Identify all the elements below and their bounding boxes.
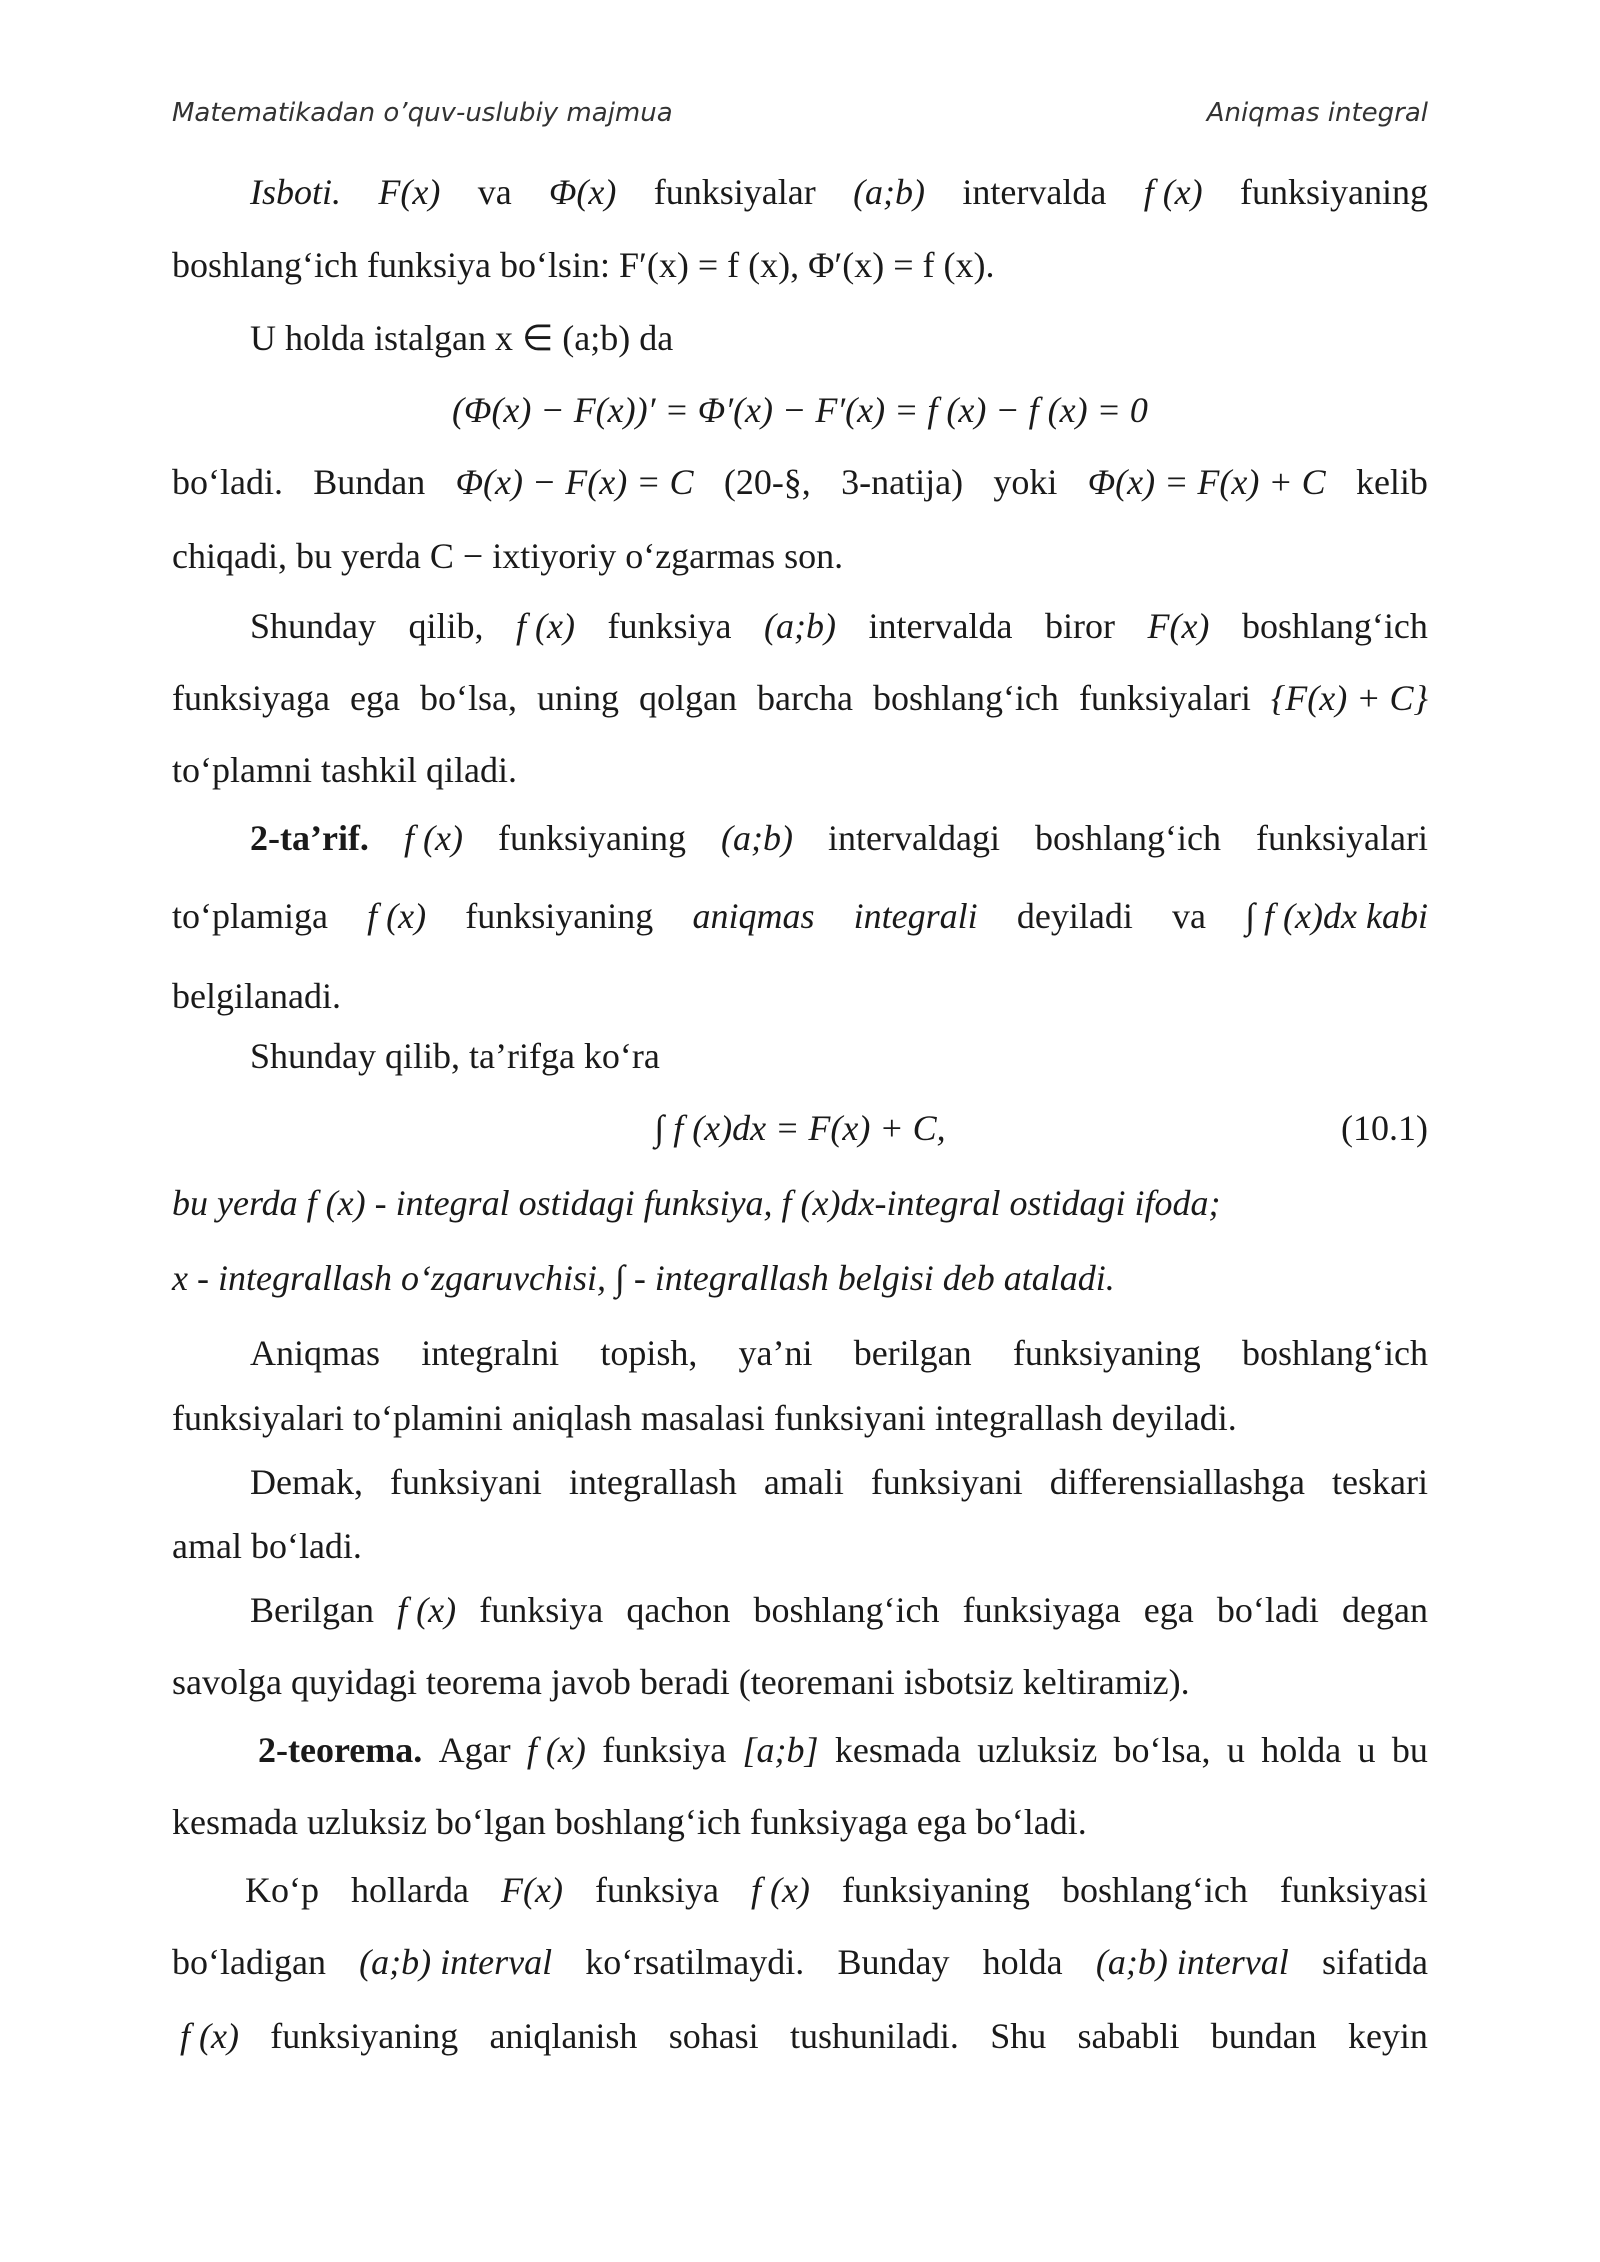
word: funksiyani	[870, 1462, 1023, 1502]
math: (a;b) interval	[359, 1942, 553, 1982]
paragraph-line: to‘plamni tashkil qiladi.	[172, 750, 517, 790]
math: Φ(x) − F(x) = C	[455, 462, 694, 502]
word: funksiya	[607, 606, 732, 646]
word: bo‘lsa,	[1113, 1730, 1211, 1770]
word: funksiyalari	[1078, 678, 1251, 718]
math: [a;b]	[742, 1730, 819, 1770]
word: Aniqmas	[250, 1333, 380, 1373]
word: uzluksiz	[977, 1730, 1098, 1770]
word: uning	[536, 678, 619, 718]
paragraph-line: kesmada uzluksiz bo‘lgan boshlang‘ich funksiyaga ega bo‘ladi.	[172, 1802, 1087, 1842]
header-right: Aniqmas integral	[1206, 98, 1428, 128]
word: 3-natija)	[841, 462, 964, 502]
math: (a;b)	[764, 606, 836, 646]
word: funksiyalari	[1256, 818, 1428, 858]
paragraph-line	[172, 896, 1428, 936]
theorem-label: 2-teorema.	[258, 1730, 423, 1770]
paragraph-line: amal bo‘ladi.	[172, 1526, 362, 1566]
word: boshlang‘ich	[753, 1590, 940, 1630]
math: Φ(x)	[549, 172, 617, 212]
paragraph-line: savolga quyidagi teorema javob beradi (teoremani isbotsiz keltiramiz).	[172, 1662, 1190, 1702]
word: kelib	[1355, 462, 1428, 502]
word: bo‘ladi	[1216, 1590, 1319, 1630]
math: f (x)	[367, 896, 427, 936]
word: amali	[763, 1462, 844, 1502]
paragraph-line: boshlang‘ich funksiya bo‘lsin: F′(x) = f (x), Φ′(x) = f (x).	[172, 245, 995, 285]
term: aniqmas	[692, 896, 815, 936]
word: berilgan	[853, 1333, 972, 1373]
word: ega	[1143, 1590, 1194, 1630]
math: (a;b)	[721, 818, 793, 858]
word: Shunday	[250, 606, 376, 646]
word: differensiallashga	[1049, 1462, 1306, 1502]
word: Bunday	[837, 1942, 950, 1982]
word: ya’ni	[738, 1333, 813, 1373]
word: boshlang‘ich	[872, 678, 1059, 718]
word: Shu	[990, 2016, 1047, 2056]
word: funksiyaning	[498, 818, 686, 858]
word: ega	[349, 678, 400, 718]
word: va	[1172, 896, 1206, 936]
word: u	[1357, 1730, 1376, 1770]
math: f (x)	[526, 1730, 586, 1770]
paragraph-line	[250, 606, 1428, 646]
paragraph-line	[250, 1462, 1428, 1502]
word: funksiya	[594, 1870, 719, 1910]
word: Isboti.	[250, 172, 342, 212]
math: f (x)	[516, 606, 576, 646]
paragraph-line	[250, 1590, 1428, 1630]
formula: ∫ f (x)dx = F(x) + C,	[654, 1108, 946, 1148]
word: qolgan	[639, 678, 737, 718]
header-left: Matematikadan o’quv-uslubiy majmua	[172, 98, 673, 128]
display-formula: (Φ(x) − F(x))′ = Φ′(x) − F′(x) = f (x) − f (x) = 0	[452, 390, 1148, 430]
math: (a;b)	[853, 172, 926, 212]
word: hollarda	[351, 1870, 469, 1910]
math: F(x)	[500, 1870, 563, 1910]
word: teskari	[1332, 1462, 1428, 1502]
word: tushuniladi.	[789, 2016, 959, 2056]
paragraph-line	[172, 462, 1428, 502]
term: integrali	[853, 896, 978, 936]
word: keyin	[1347, 2016, 1428, 2056]
word: yoki	[993, 462, 1058, 502]
word: intervalda	[868, 606, 1013, 646]
word: boshlang‘ich	[1241, 606, 1428, 646]
page-header	[172, 98, 1428, 138]
paragraph-line	[245, 1870, 1428, 1910]
word: u	[1226, 1730, 1245, 1770]
word: sohasi	[668, 2016, 759, 2056]
word: deyiladi	[1016, 896, 1133, 936]
paragraph-line	[172, 678, 1428, 718]
word: bo‘ladi.	[172, 462, 283, 502]
word: holda	[1261, 1730, 1342, 1770]
word: intervaldagi	[828, 818, 1000, 858]
word: funksiya	[479, 1590, 604, 1630]
word: sababli	[1077, 2016, 1180, 2056]
word: (20-§,	[723, 462, 811, 502]
word: sifatida	[1321, 1942, 1428, 1982]
word: to‘plamiga	[172, 896, 328, 936]
word: funksiyaning	[465, 896, 654, 936]
word: funksiyaning	[1012, 1333, 1201, 1373]
paragraph-line	[250, 818, 1428, 858]
word: bu	[1391, 1730, 1428, 1770]
paragraph-line	[250, 172, 1428, 212]
word: kesmada	[834, 1730, 961, 1770]
paragraph-line: funksiyalari to‘plamini aniqlash masalasi funksiyani integrallash deyiladi.	[172, 1398, 1237, 1438]
paragraph-line	[250, 1333, 1428, 1373]
paragraph-line: chiqadi, bu yerda C − ixtiyoriy o‘zgarmas son.	[172, 536, 844, 576]
word: holda	[982, 1942, 1063, 1982]
word: boshlang‘ich	[1242, 1333, 1428, 1373]
word: va	[477, 172, 512, 212]
equation-number: (10.1)	[1341, 1108, 1428, 1148]
word: ko‘rsatilmaydi.	[585, 1942, 805, 1982]
word: barcha	[757, 678, 853, 718]
definition-label: 2-ta’rif.	[250, 818, 369, 858]
word: funksiyaning	[1240, 172, 1428, 212]
math: F(x)	[1147, 606, 1210, 646]
word: funksiyaga	[172, 678, 330, 718]
word: funksiyaning	[270, 2016, 459, 2056]
word: integrallash	[568, 1462, 737, 1502]
word: degan	[1342, 1590, 1428, 1630]
word: intervalda	[962, 172, 1107, 212]
math: (a;b) interval	[1095, 1942, 1289, 1982]
paragraph-line: Shunday qilib, ta’rifga ko‘ra	[250, 1036, 660, 1076]
word: funksiyasi	[1279, 1870, 1428, 1910]
word: funksiya	[602, 1730, 727, 1770]
paragraph-line: belgilanadi.	[172, 976, 341, 1016]
math: F(x)	[378, 172, 441, 212]
word: qachon	[626, 1590, 731, 1630]
word: bo‘ladigan	[172, 1942, 326, 1982]
word: funksiyaning	[841, 1870, 1030, 1910]
word: Ko‘p	[245, 1870, 319, 1910]
math: f (x)	[750, 1870, 810, 1910]
math: f (x)	[180, 2016, 239, 2056]
math: f (x)	[1143, 172, 1203, 212]
word: Bundan	[313, 462, 426, 502]
paragraph-line	[258, 1730, 1428, 1770]
word: bo‘lsa,	[419, 678, 517, 718]
math: {F(x) + C}	[1270, 678, 1428, 718]
word: funksiyani	[389, 1462, 542, 1502]
word: Agar	[438, 1730, 511, 1770]
word: aniqlanish	[489, 2016, 638, 2056]
word: funksiyalar	[653, 172, 816, 212]
math: ∫ f (x)dx kabi	[1245, 896, 1428, 936]
paragraph-line: x - integrallash o‘zgaruvchisi, ∫ - integrallash belgisi deb ataladi.	[172, 1258, 1115, 1298]
paragraph-line	[172, 1942, 1428, 1982]
word: boshlang‘ich	[1061, 1870, 1248, 1910]
math: f (x)	[397, 1590, 457, 1630]
math: Φ(x) = F(x) + C	[1087, 462, 1326, 502]
paragraph-line	[180, 2016, 1428, 2056]
word: Berilgan	[250, 1590, 374, 1630]
word: integralni	[421, 1333, 560, 1373]
word: bundan	[1210, 2016, 1317, 2056]
word: biror	[1044, 606, 1115, 646]
word: funksiyaga	[962, 1590, 1121, 1630]
word: topish,	[600, 1333, 698, 1373]
paragraph-line: bu yerda f (x) - integral ostidagi funksiya, f (x)dx-integral ostidagi ifoda;	[172, 1183, 1221, 1223]
word: boshlang‘ich	[1035, 818, 1221, 858]
word: Demak,	[250, 1462, 363, 1502]
word: qilib,	[408, 606, 484, 646]
paragraph-line: U holda istalgan x ∈ (a;b) da	[250, 318, 674, 358]
math: f (x)	[403, 818, 463, 858]
